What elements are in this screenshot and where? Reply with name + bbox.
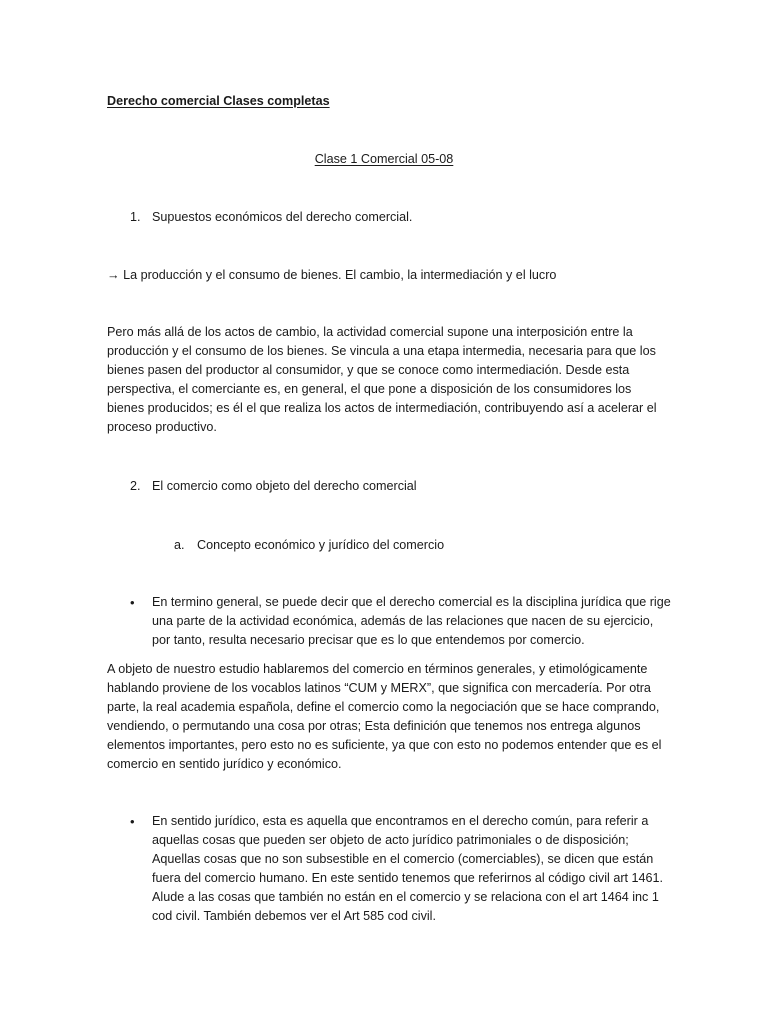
section-2-heading: El comercio como objeto del derecho comercial [152,479,417,493]
subsection-a-letter: a. [174,538,185,552]
class-title: Clase 1 Comercial 05-08 [314,152,454,166]
paragraph-intermediacion: Pero más allá de los actos de cambio, la actividad comercial supone una interposición entre la producción y el consumo de los bienes. Se vincula a una etapa intermedia, necesaria para que los bienes pasen del productor al consumidor, y que se conoce como intermediación. Desde esta perspectiva, el comerciante es, en general, el que pone a disposición de los consumidores los bienes producidos; es él el que realiza los actos de intermediación, contribuyendo así a acelerar el proceso productivo. [107,325,657,435]
bullet-dot: • [130,814,135,829]
arrow-line: → La producción y el consumo de bienes. El cambio, la intermediación y el lucro [107,268,557,282]
bullet-dot: • [130,595,135,610]
bullet-text-1: En termino general, se puede decir que el derecho comercial es la disciplina jurídica que rige una parte de la actividad económica, además de las relaciones que nacen de su ejercicio, por tanto, resulta necesario precisar que es lo que entendemos por comercio. [152,595,671,648]
section-2-number: 2. [130,479,141,493]
bullet-text-2: En sentido jurídico, esta es aquella que encontramos en el derecho común, para referir a aquellas cosas que pueden ser objeto de acto jurídico patrimoniales o de disposición; Aquellas cosas que no son subsestible en el comercio (comerciables), se dicen que están fuera del comercio humano. En este sentido tenemos que referirnos al código civil art 1461. Alude a las cosas que también no están en el comercio y se relaciona con el art 1464 inc 1 cod civil. También debemos ver el Art 585 cod civil. [152,814,664,924]
section-1-number: 1. [130,210,141,224]
document-title: Derecho comercial Clases completas [107,94,330,108]
paragraph-etimologia: A objeto de nuestro estudio hablaremos del comercio en términos generales, y etimológicamente hablando proviene de los vocablos latinos “CUM y MERX”, que significa con mercadería. Por otra parte, la real academia española, define el comercio como la negociación que se hace comprando, vendiendo, o permutando una cosa por otras; Esta definición que tenemos nos entrega algunos elementos importantes, pero esto no es suficiente, ya que con esto no podemos entender que es el comercio en sentido jurídico y económico. [107,662,662,772]
section-1-heading: Supuestos económicos del derecho comercial. [152,210,413,224]
subsection-a-heading: Concepto económico y jurídico del comercio [197,538,445,552]
